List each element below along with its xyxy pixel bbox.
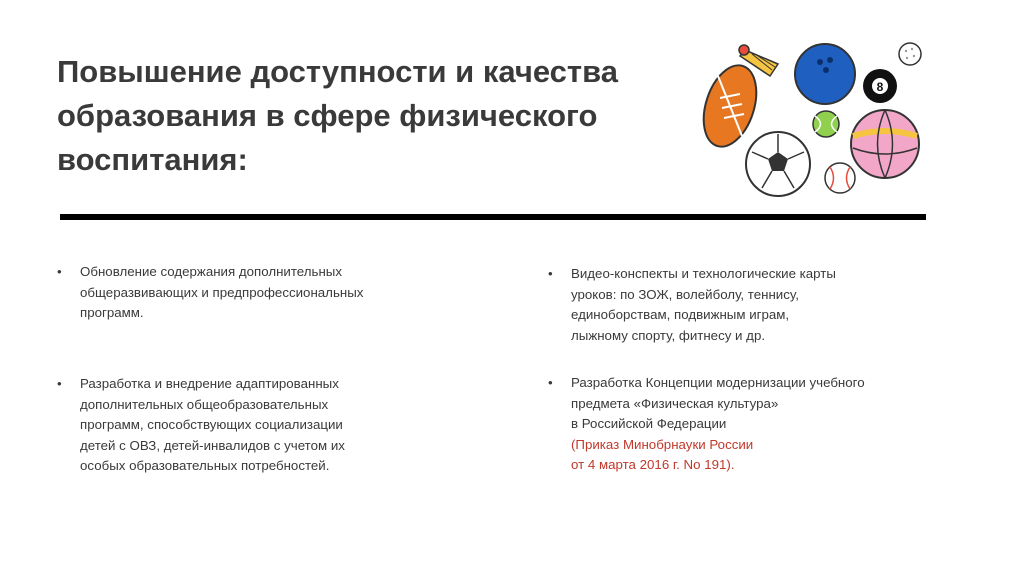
- bullet-line: Видео-конспекты и технологические карты: [571, 266, 836, 281]
- bullet-text: [571, 373, 865, 476]
- title-divider: [60, 214, 926, 220]
- bullet-line: Разработка и внедрение адаптированных: [80, 376, 339, 391]
- bullet-marker: •: [548, 375, 553, 390]
- bullet-line: детей с ОВЗ, детей-инвалидов с учетом их: [80, 437, 345, 453]
- bullet-line: программ.: [80, 305, 144, 320]
- order-reference-line: (Приказ Минобрнауки России: [571, 436, 754, 452]
- bullet-line: Разработка Концепции модернизации учебного: [571, 375, 865, 390]
- baseball-icon: [825, 163, 855, 193]
- bullet-line: уроков: по ЗОЖ, волейболу, теннису,: [571, 286, 799, 302]
- bullet-line: предмета «Физическая культура»: [571, 395, 779, 411]
- bullet-line: программ, способствующих социализации: [80, 417, 343, 432]
- bullet-line: общеразвивающих и предпрофессиональных: [80, 284, 364, 300]
- bullet-marker: •: [548, 266, 553, 281]
- golf-ball-icon: [899, 43, 921, 65]
- bullet-line: Обновление содержания дополнительных: [80, 264, 342, 279]
- title-line-2: образования в сфере физического: [57, 98, 598, 133]
- order-reference-line: от 4 марта 2016 г. No 191).: [571, 457, 735, 472]
- bowling-ball-icon: [795, 44, 855, 104]
- bullet-line: дополнительных общеобразовательных: [80, 396, 329, 412]
- sports-balls-icon: [700, 36, 930, 206]
- bullet-text: [80, 374, 345, 477]
- bullet-line: единоборствам, подвижным играм,: [571, 307, 790, 322]
- title-line-1: Повышение доступности и качества: [57, 54, 618, 89]
- bullet-text: [80, 262, 363, 324]
- bullet-text: [571, 264, 836, 346]
- soccer-ball-icon: [746, 132, 810, 196]
- bullet-marker: •: [57, 376, 62, 391]
- svg-text:8: 8: [876, 80, 884, 94]
- bullet-line: особых образовательных потребностей.: [80, 458, 330, 473]
- billiard-ball-icon: [863, 69, 897, 103]
- slide-title: [57, 50, 697, 182]
- tennis-ball-icon: [813, 111, 839, 137]
- bullet-marker: •: [57, 264, 62, 279]
- volleyball-icon: [851, 110, 919, 178]
- bullet-line: в Российской Федерации: [571, 416, 727, 431]
- title-line-3: воспитания:: [57, 142, 248, 177]
- rugby-ball-icon: [700, 59, 766, 154]
- bullet-line: лыжному спорту, фитнесу и др.: [571, 327, 766, 343]
